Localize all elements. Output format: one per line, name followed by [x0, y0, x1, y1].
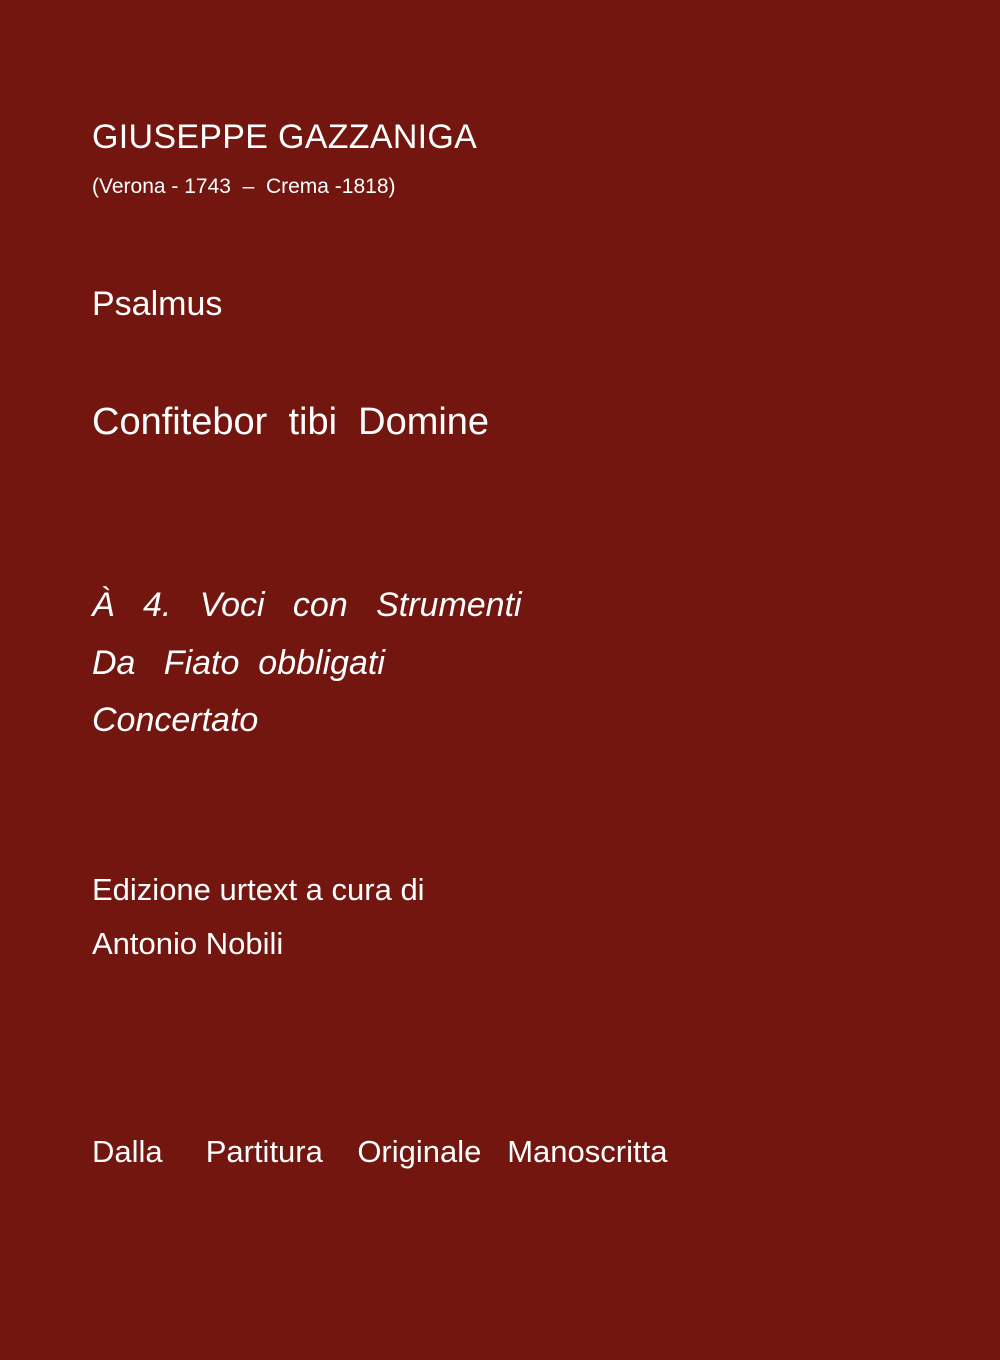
scoring-line: Da Fiato obbligati	[92, 644, 385, 682]
scoring-line: Concertato	[92, 701, 259, 739]
source-note: Dalla Partitura Originale Manoscritta	[92, 1134, 668, 1169]
work-genre: Psalmus	[92, 285, 223, 323]
work-title: Confitebor tibi Domine	[92, 401, 490, 443]
editor-name: Antonio Nobili	[92, 926, 284, 961]
composer-dates: (Verona - 1743 – Crema -1818)	[92, 175, 396, 198]
edition-credit: Edizione urtext a cura di	[92, 872, 425, 907]
scoring-line: À 4. Voci con Strumenti	[92, 586, 522, 624]
composer-name: GIUSEPPE GAZZANIGA	[92, 118, 478, 156]
